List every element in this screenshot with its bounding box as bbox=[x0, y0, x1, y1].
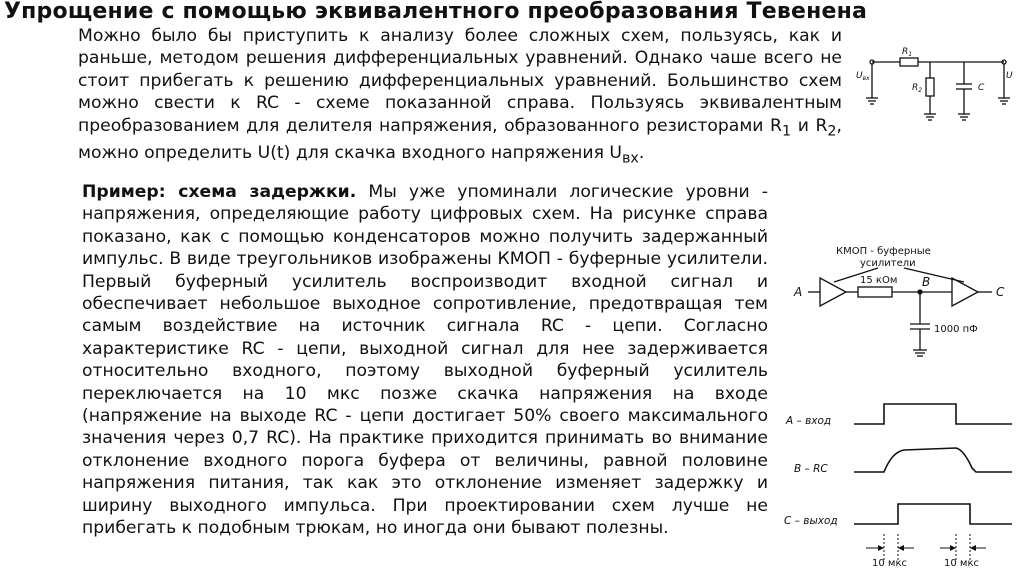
intro-line-4: можно свести к RC - схеме показанной справа. Пользуясь эквивалентным bbox=[78, 93, 842, 114]
intro-line-2: и раньше, методом решения дифференциальных уравнений. Однако чаше всего bbox=[78, 26, 843, 69]
rc-divider-schematic bbox=[852, 38, 1020, 130]
paragraph-intro bbox=[78, 25, 842, 170]
node-a-label: A bbox=[794, 285, 803, 299]
capacitor-value: 1000 пФ bbox=[934, 324, 978, 335]
example-heading: Пример: схема задержки. bbox=[82, 182, 357, 202]
node-b-label: B bbox=[922, 275, 931, 289]
intro-line-1: Можно было бы приступить к анализу более сложных схем, пользуясь, как bbox=[78, 26, 821, 46]
uin-label: $U_{вх}$ bbox=[856, 71, 870, 82]
c-label: C bbox=[978, 83, 985, 93]
delay-2-label: 10 мкс bbox=[944, 558, 979, 568]
page-title: Упрощение с помощью эквивалентного преобразования Тевенена bbox=[4, 0, 868, 24]
intro-line-6: можно определить U(t) для скачка входного напряжения $U_{вх}$. bbox=[78, 143, 645, 167]
buffer-caption-line-2: усилители bbox=[860, 258, 916, 269]
signal-a-label: A – вход bbox=[786, 415, 832, 427]
subscript: 1 bbox=[782, 123, 792, 140]
buffer-caption-line-1: КМОП - буферные bbox=[836, 246, 931, 257]
signal-b-label: B – RC bbox=[794, 463, 828, 475]
example-body: Мы уже упоминали логические уровни - напряжения, определяющие работу цифровых схем. На рисунке справа показано, как с помощью конденсаторов можно получить задержанный импульс. В виде треугольников изображены КМОП - буферные усилители. Первый буферный усилитель воспроизводит входной сигнал и обеспечивает небольшое выходное сопротивление, предотвращая тем самым воздействие на источник сигнала RC - цепи. Согласно характеристике RC - цепи, выходной сигнал для нее задерживается относительно входного, поэтому выходной буферный усилитель переключается на 10 мкс позже скачка напряжения на входе (напряжение на выходе RC - цепи достигает 50% своего максимального значения через 0,7 RC). На практике приходится принимать во внимание отклонение входного порога буфера от величины, равной половине напряжения питания, так как это отклонение изменяет задержку и ширину выходного импульса. При проектировании схем лучше не прибегать к подобным трюкам, но иногда они бывают полезны. bbox=[82, 182, 768, 539]
intro-line-5: преобразованием для делителя напряжения, образованного резисторами $R_1$ и $R_2$, bbox=[78, 115, 842, 140]
intro-line-3: не стоит прибегать к решению дифференциальных уравнений. Большинство схем bbox=[78, 48, 842, 91]
resistor-value: 15 кОм bbox=[860, 275, 898, 286]
signal-c-label: C – выход bbox=[784, 515, 838, 527]
delay-circuit-schematic bbox=[786, 240, 1018, 376]
uout-label: U bbox=[1006, 71, 1013, 81]
subscript: вх bbox=[621, 150, 639, 167]
timing-diagram bbox=[780, 388, 1016, 568]
node-c-label: C bbox=[996, 285, 1005, 299]
paragraph-example bbox=[82, 181, 768, 540]
subscript: 2 bbox=[827, 123, 837, 140]
delay-1-label: 10 мкс bbox=[872, 558, 907, 568]
r2-label: $R_2$ bbox=[912, 83, 923, 94]
r1-label: $R_1$ bbox=[902, 47, 913, 58]
